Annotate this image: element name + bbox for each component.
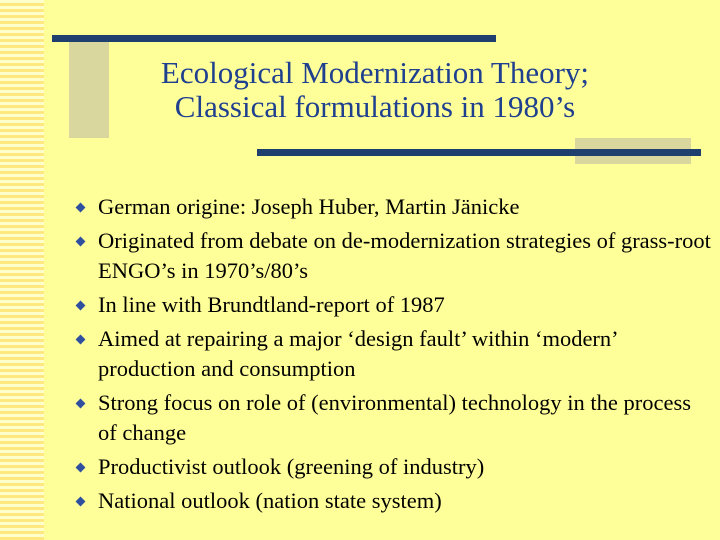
- striped-side-border: [0, 0, 44, 540]
- bullet-text: In line with Brundtland-report of 1987: [98, 292, 445, 317]
- slide-title-line-2: Classical formulations in 1980’s: [174, 89, 576, 124]
- bullet-item: [75, 452, 715, 482]
- bullet-item: [75, 486, 715, 516]
- diamond-bullet-icon: [76, 463, 86, 473]
- bullet-item: [75, 324, 715, 384]
- diamond-bullet-icon: [76, 301, 86, 311]
- diamond-bullet-icon: [76, 203, 86, 213]
- bullet-list: [75, 192, 715, 520]
- top-accent-square: [69, 42, 109, 138]
- diamond-bullet-icon: [76, 399, 86, 409]
- diamond-bullet-icon: [76, 335, 86, 345]
- bullet-text: Productivist outlook (greening of industry): [98, 454, 485, 479]
- bullet-item: [75, 290, 715, 320]
- diamond-bullet-icon: [76, 237, 86, 247]
- slide-title: [110, 56, 640, 124]
- diamond-bullet-icon: [76, 497, 86, 507]
- bottom-accent-bar: [257, 149, 701, 156]
- bullet-item: [75, 388, 715, 448]
- bullet-item: [75, 192, 715, 222]
- bullet-text: German origine: Joseph Huber, Martin Jänicke: [98, 194, 520, 219]
- bullet-text: Aimed at repairing a major ‘design fault’ within ‘modern’ production and consumption: [98, 326, 617, 381]
- top-accent-bar: [52, 35, 496, 42]
- bullet-text: National outlook (nation state system): [98, 488, 442, 513]
- slide-title-line-1: Ecological Modernization Theory;: [160, 55, 590, 90]
- bullet-text: Originated from debate on de-modernization strategies of grass-root ENGO’s in 1970’s/80’s: [98, 228, 711, 283]
- bullet-item: [75, 226, 715, 286]
- bullet-text: Strong focus on role of (environmental) technology in the process of change: [98, 390, 691, 445]
